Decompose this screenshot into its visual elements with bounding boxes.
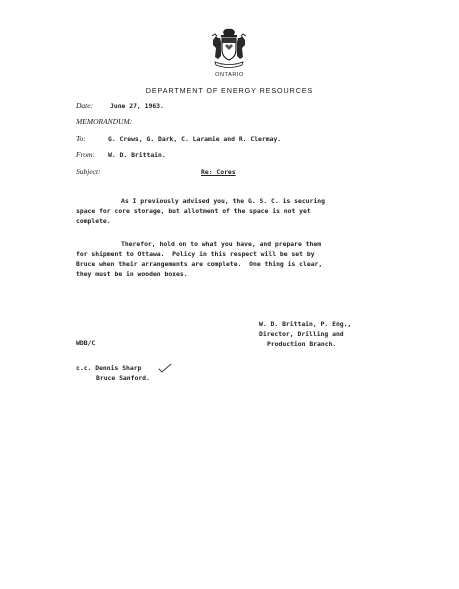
body-p2-line4: they must be in wooden boxes. (76, 270, 188, 278)
body-p2-line2: for shipment to Ottawa. Policy in this respect will be set by (76, 250, 315, 258)
body-p2-line3: Bruce when their arrangements are complete. One thing is clear, (76, 260, 323, 268)
to-recipients: G. Crews, G. Dark, C. Laramie and R. Clermay. (108, 135, 282, 143)
from-sender: W. D. Brittain. (108, 151, 166, 159)
signature-line2: Director, Drilling and (259, 330, 344, 338)
subject-label: Subject: (76, 167, 101, 176)
signature-line3: Production Branch. (267, 340, 337, 348)
date-value: June 27, 1963. (110, 102, 164, 110)
body-p1-line3: complete. (76, 217, 111, 225)
signature-line1: W. D. Brittain, P. Eng., (259, 320, 352, 328)
body-p1-line2: space for core storage, but allotment of the space is not yet (76, 207, 311, 215)
date-label: Date: (76, 101, 94, 110)
to-label: To: (76, 134, 86, 143)
from-label: From: (76, 150, 95, 159)
cc-line2: Bruce Sanford. (96, 374, 150, 382)
memorandum-label: MEMORANDUM: (76, 117, 133, 126)
department-title: DEPARTMENT OF ENERGY RESOURCES (145, 86, 314, 95)
typist-initials: WDB/C (76, 339, 96, 347)
handwritten-check-icon (158, 363, 172, 373)
ontario-coat-of-arms-icon (209, 26, 249, 70)
province-name: ONTARIO (215, 72, 244, 78)
body-p1-line1: As I previously advised you, the G. S. C. is securing (121, 197, 325, 205)
subject-value: Re: Cores (201, 168, 236, 176)
cc-line1: c.c. Dennis Sharp (76, 364, 142, 372)
body-p2-line1: Therefor, hold on to what you have, and prepare them (121, 240, 322, 248)
